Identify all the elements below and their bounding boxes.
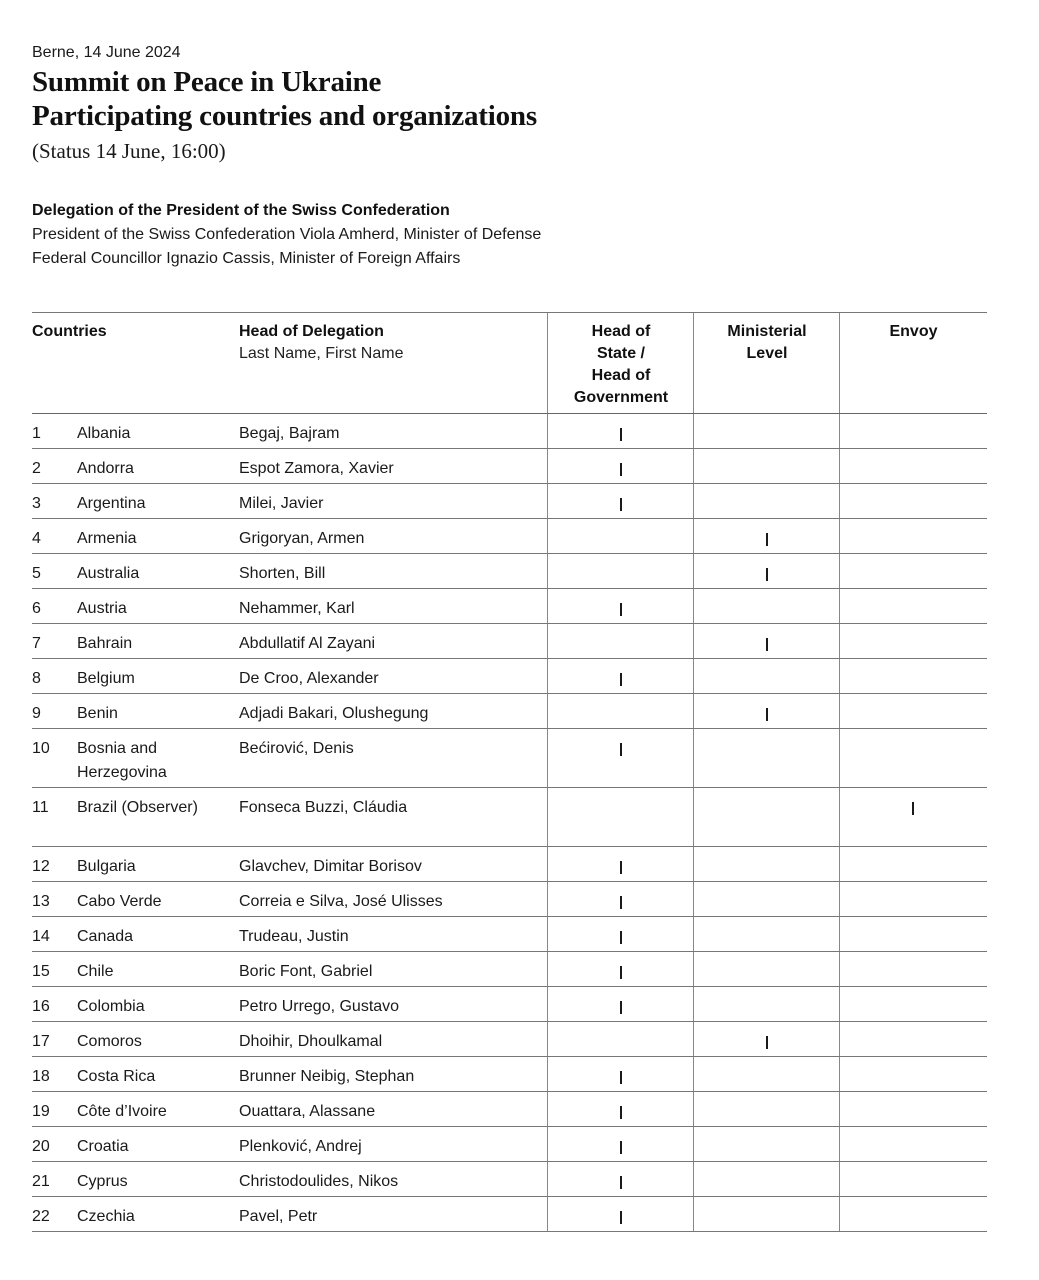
country-name: Bahrain [77, 635, 133, 652]
level-mark-icon [766, 708, 768, 721]
head-of-delegation-name: Trudeau, Justin [239, 928, 349, 945]
level-mark-icon [620, 603, 622, 616]
level-mark-icon [620, 673, 622, 686]
document-title: Summit on Peace in Ukraine [32, 66, 382, 98]
row-number: 11 [32, 799, 49, 816]
participants-table [32, 312, 987, 1232]
head-of-delegation-name: Milei, Javier [239, 495, 324, 512]
table-row [32, 952, 987, 987]
row-number: 20 [32, 1138, 50, 1155]
table-row [32, 449, 987, 484]
header-line: Head of [591, 323, 651, 340]
table-row [32, 624, 987, 659]
row-number: 12 [32, 858, 50, 875]
table-row [32, 729, 987, 788]
head-of-delegation-name: Dhoihir, Dhoulkamal [239, 1033, 383, 1050]
column-header-label: Head of Delegation [239, 323, 384, 340]
level-mark-icon [620, 896, 622, 909]
row-number: 22 [32, 1208, 50, 1225]
level-mark-icon [766, 533, 768, 546]
header-line: State / [596, 345, 645, 362]
head-of-delegation-name: Correia e Silva, José Ulisses [239, 893, 443, 910]
row-number: 8 [32, 670, 41, 687]
table-row [32, 1127, 987, 1162]
row-number: 4 [32, 530, 41, 547]
country-name: Czechia [77, 1208, 135, 1225]
head-of-delegation-name: Bećirović, Denis [239, 740, 354, 757]
head-of-delegation-name: Boric Font, Gabriel [239, 963, 373, 980]
row-number: 2 [32, 460, 41, 477]
row-number: 7 [32, 635, 41, 652]
column-header-envoy: Envoy [889, 323, 938, 340]
head-of-delegation-name: Glavchev, Dimitar Borisov [239, 858, 422, 875]
header-line: Level [746, 345, 788, 362]
column-header-countries: Countries [32, 323, 107, 340]
table-row [32, 484, 987, 519]
head-of-delegation-name: Nehammer, Karl [239, 600, 355, 617]
country-name: Canada [77, 928, 134, 945]
head-of-delegation-name: Shorten, Bill [239, 565, 326, 582]
country-name: Australia [77, 565, 140, 582]
table-body [32, 414, 987, 1232]
level-mark-icon [620, 1176, 622, 1189]
country-name: Austria [77, 600, 127, 617]
level-mark-icon [620, 498, 622, 511]
table-row [32, 1057, 987, 1092]
swiss-delegation-heading: Delegation of the President of the Swiss Confederation [32, 202, 450, 219]
level-mark-icon [912, 802, 914, 815]
row-number: 9 [32, 705, 41, 722]
country-name: Bulgaria [77, 858, 136, 875]
row-number: 1 [32, 425, 41, 442]
head-of-delegation-name: Petro Urrego, Gustavo [239, 998, 400, 1015]
row-number: 6 [32, 600, 41, 617]
level-mark-icon [620, 743, 622, 756]
table-row [32, 589, 987, 624]
table-row [32, 1197, 987, 1232]
head-of-delegation-name: Pavel, Petr [239, 1208, 318, 1225]
table-row [32, 847, 987, 882]
country-name: Argentina [77, 495, 146, 512]
head-of-delegation-name: Adjadi Bakari, Olushegung [239, 705, 429, 722]
head-of-delegation-name: Fonseca Buzzi, Cláudia [239, 799, 408, 816]
table-row [32, 987, 987, 1022]
status-timestamp: (Status 14 June, 16:00) [32, 139, 226, 163]
level-mark-icon [766, 638, 768, 651]
header-line: Government [573, 389, 669, 406]
row-number: 16 [32, 998, 50, 1015]
country-name: Belgium [77, 670, 135, 687]
table-row [32, 1092, 987, 1127]
table-row [32, 519, 987, 554]
row-number: 15 [32, 963, 50, 980]
head-of-delegation-name: Plenković, Andrej [239, 1138, 362, 1155]
table-row [32, 788, 987, 847]
table-row [32, 554, 987, 589]
country-name: Brazil (Observer) [77, 799, 198, 816]
row-number: 10 [32, 740, 50, 757]
table-header [32, 313, 987, 414]
table-row [32, 694, 987, 729]
country-name: Comoros [77, 1033, 142, 1050]
level-mark-icon [766, 568, 768, 581]
table-row [32, 1022, 987, 1057]
row-number: 17 [32, 1033, 50, 1050]
swiss-delegation-member: Federal Councillor Ignazio Cassis, Minister of Foreign Affairs [32, 250, 461, 267]
row-number: 19 [32, 1103, 50, 1120]
head-of-delegation-name: Abdullatif Al Zayani [239, 635, 376, 652]
head-of-delegation-name: Espot Zamora, Xavier [239, 460, 394, 477]
country-name: Benin [77, 705, 118, 722]
country-name: Croatia [77, 1138, 129, 1155]
country-name: Bosnia and Herzegovina [77, 740, 167, 781]
level-mark-icon [766, 1036, 768, 1049]
table-row [32, 1162, 987, 1197]
swiss-delegation-block [32, 199, 541, 271]
document-subtitle: Participating countries and organizations [32, 100, 537, 132]
head-of-delegation-name: Ouattara, Alassane [239, 1103, 376, 1120]
level-mark-icon [620, 931, 622, 944]
country-name: Colombia [77, 998, 145, 1015]
column-header-head-of-delegation [239, 321, 403, 365]
level-mark-icon [620, 428, 622, 441]
country-name: Armenia [77, 530, 137, 547]
level-mark-icon [620, 463, 622, 476]
country-name: Côte d’Ivoire [77, 1103, 167, 1120]
head-of-delegation-name: Brunner Neibig, Stephan [239, 1068, 415, 1085]
country-name: Cabo Verde [77, 893, 162, 910]
table-row [32, 917, 987, 952]
level-mark-icon [620, 1106, 622, 1119]
head-of-delegation-name: De Croo, Alexander [239, 670, 379, 687]
header-line: Ministerial [727, 323, 807, 340]
level-mark-icon [620, 1071, 622, 1084]
row-number: 21 [32, 1173, 50, 1190]
level-mark-icon [620, 1141, 622, 1154]
header-line: Head of [591, 367, 651, 384]
head-of-delegation-name: Grigoryan, Armen [239, 530, 365, 547]
level-mark-icon [620, 966, 622, 979]
level-mark-icon [620, 1001, 622, 1014]
date-line: Berne, 14 June 2024 [32, 44, 181, 61]
table-row [32, 414, 987, 449]
column-header-ministerial [694, 321, 840, 365]
table-row [32, 882, 987, 917]
country-name: Chile [77, 963, 114, 980]
column-header-sublabel: Last Name, First Name [239, 345, 404, 362]
country-name: Costa Rica [77, 1068, 156, 1085]
head-of-delegation-name: Christodoulides, Nikos [239, 1173, 399, 1190]
country-name: Albania [77, 425, 131, 442]
head-of-delegation-name: Begaj, Bajram [239, 425, 340, 442]
row-number: 18 [32, 1068, 50, 1085]
row-number: 14 [32, 928, 50, 945]
level-mark-icon [620, 1211, 622, 1224]
row-number: 5 [32, 565, 41, 582]
country-name: Cyprus [77, 1173, 128, 1190]
row-number: 13 [32, 893, 50, 910]
level-mark-icon [620, 861, 622, 874]
country-name: Andorra [77, 460, 134, 477]
row-number: 3 [32, 495, 41, 512]
swiss-delegation-member: President of the Swiss Confederation Viola Amherd, Minister of Defense [32, 226, 542, 243]
table-row [32, 659, 987, 694]
column-header-head-of-state [548, 321, 694, 409]
